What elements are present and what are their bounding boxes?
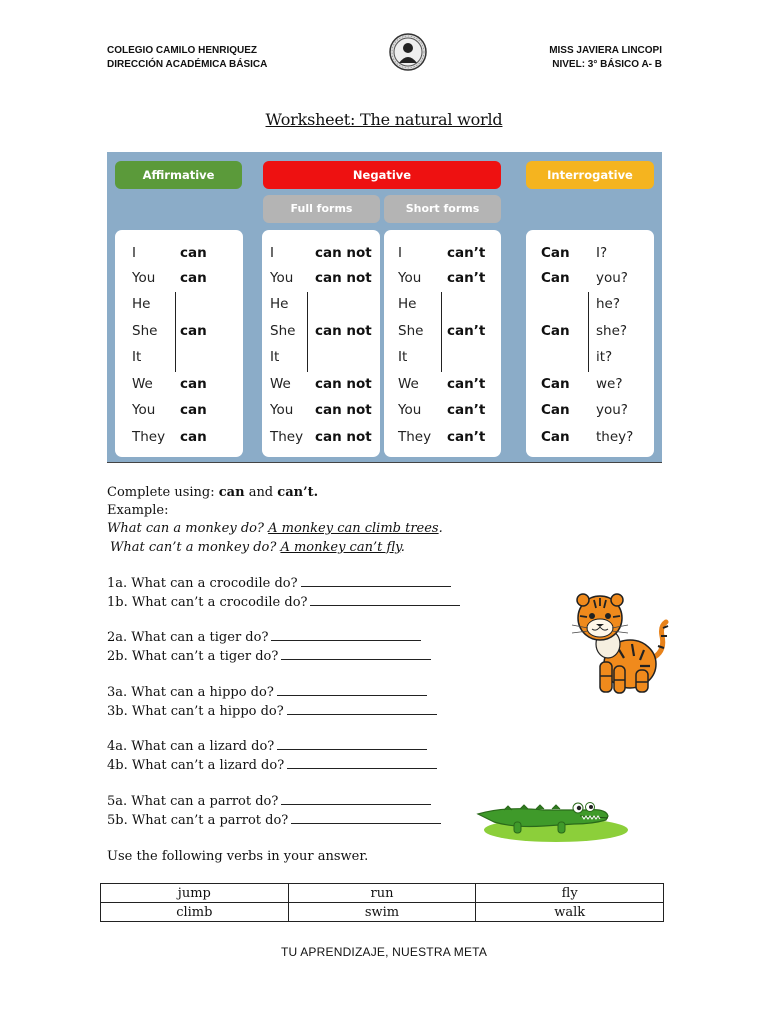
full-form-pronoun: He [270, 296, 289, 312]
answer-blank[interactable] [287, 757, 437, 769]
answer-blank[interactable] [291, 812, 441, 824]
question-text: 5b. What can’t a parrot do? [107, 813, 289, 828]
affirmative-pronoun: They [132, 429, 166, 445]
affirmative-pronoun: It [132, 349, 142, 365]
interrogative-verb: Can [541, 376, 570, 392]
interrogative-pronoun: he? [596, 296, 621, 312]
full-form-pronoun: They [270, 429, 304, 445]
full-form-pronoun: You [270, 270, 294, 286]
example-question-2: What can’t a monkey do? [110, 540, 277, 555]
question-line [107, 703, 437, 721]
answer-blank[interactable] [277, 738, 427, 750]
verbs-table [100, 883, 664, 922]
verb-cell: climb [101, 903, 289, 922]
example-answer-1: A monkey can climb trees [268, 521, 439, 536]
negative-header: Negative [263, 161, 501, 189]
interrogative-pronoun: you? [596, 402, 628, 418]
short-form-pronoun: They [398, 429, 432, 445]
interrogative-pronoun: we? [596, 376, 623, 392]
affirmative-column [115, 230, 243, 457]
affirmative-header: Affirmative [115, 161, 242, 189]
school-name: COLEGIO CAMILO HENRIQUEZ [107, 45, 257, 56]
short-form-verb: can’t [447, 270, 486, 286]
school-header [107, 44, 267, 72]
full-forms-column [262, 230, 380, 457]
question-text: 3a. What can a hippo do? [107, 685, 274, 700]
full-form-pronoun: I [270, 245, 274, 261]
short-form-pronoun: It [398, 349, 408, 365]
answer-blank[interactable] [277, 684, 427, 696]
keyword-cant: can’t. [277, 485, 319, 500]
affirmative-pronoun: We [132, 376, 153, 392]
school-crest-logo [389, 33, 427, 71]
question-text: 1a. What can a crocodile do? [107, 576, 298, 591]
grammar-table [107, 152, 662, 462]
question-text: 3b. What can’t a hippo do? [107, 704, 284, 719]
verb-cell: walk [476, 903, 664, 922]
answer-blank[interactable] [281, 648, 431, 660]
question-line [107, 629, 421, 647]
short-form-verb: can’t [447, 323, 486, 339]
verb-cell: jump [101, 884, 289, 903]
full-form-verb: can not [315, 245, 372, 261]
answer-blank[interactable] [301, 575, 451, 587]
question-text: 4a. What can a lizard do? [107, 739, 275, 754]
full-form-pronoun: We [270, 376, 291, 392]
affirmative-pronoun: You [132, 270, 156, 286]
full-form-verb: can not [315, 323, 372, 339]
affirmative-pronoun: She [132, 323, 158, 339]
question-text: 1b. What can’t a crocodile do? [107, 595, 308, 610]
short-form-pronoun: We [398, 376, 419, 392]
example-end-2: . [400, 540, 405, 555]
example-answer-2: A monkey can’t fly [280, 540, 401, 555]
example-end-1: . [438, 521, 443, 536]
affirmative-verb: can [180, 402, 207, 418]
short-form-pronoun: You [398, 402, 422, 418]
affirmative-verb: can [180, 270, 207, 286]
interrogative-verb: Can [541, 323, 570, 339]
question-text: 2b. What can’t a tiger do? [107, 649, 279, 664]
example-line-2 [110, 539, 405, 557]
short-forms-header: Short forms [384, 195, 501, 223]
full-form-pronoun: You [270, 402, 294, 418]
full-form-pronoun: It [270, 349, 280, 365]
affirmative-verb: can [180, 245, 207, 261]
answer-blank[interactable] [271, 629, 421, 641]
crocodile-illustration [474, 796, 632, 844]
footer-motto: TU APRENDIZAJE, NUESTRA META [280, 945, 488, 959]
affirmative-pronoun: I [132, 245, 136, 261]
table-row [101, 903, 664, 922]
verbs-instruction: Use the following verbs in your answer. [107, 849, 369, 864]
example-label: Example: [107, 503, 169, 518]
full-forms-header: Full forms [263, 195, 380, 223]
interrogative-pronoun: they? [596, 429, 634, 445]
full-form-verb: can not [315, 402, 372, 418]
short-form-pronoun: You [398, 270, 422, 286]
table-row [101, 884, 664, 903]
short-form-group-bracket [441, 292, 442, 372]
affirmative-verb: can [180, 429, 207, 445]
question-line [107, 757, 437, 775]
full-form-verb: can not [315, 376, 372, 392]
interrogative-group-bracket [588, 292, 589, 372]
short-form-verb: can’t [447, 376, 486, 392]
short-form-pronoun: She [398, 323, 424, 339]
short-form-pronoun: He [398, 296, 417, 312]
interrogative-column [526, 230, 654, 457]
verb-cell: fly [476, 884, 664, 903]
short-form-pronoun: I [398, 245, 402, 261]
tiger-illustration [570, 586, 674, 696]
verb-cell: swim [288, 903, 476, 922]
verb-cell: run [288, 884, 476, 903]
full-form-group-bracket [307, 292, 308, 372]
short-form-verb: can’t [447, 245, 486, 261]
question-line [107, 738, 427, 756]
full-form-verb: can not [315, 270, 372, 286]
short-forms-column [384, 230, 501, 457]
instruction-text: Complete using: [107, 485, 215, 500]
example-line-1 [107, 520, 443, 538]
question-line [107, 812, 441, 830]
keyword-can: can [218, 485, 245, 500]
interrogative-pronoun: she? [596, 323, 628, 339]
page-title: Worksheet: The natural world [265, 110, 503, 129]
department-name: DIRECCIÓN ACADÉMICA BÁSICA [107, 59, 268, 70]
answer-blank[interactable] [287, 703, 437, 715]
question-line [107, 594, 460, 612]
interrogative-pronoun: I? [596, 245, 608, 261]
instruction-line [107, 484, 318, 502]
class-level: NIVEL: 3° BÁSICO A- B [552, 59, 662, 70]
short-form-verb: can’t [447, 402, 486, 418]
interrogative-verb: Can [541, 429, 570, 445]
full-form-verb: can not [315, 429, 372, 445]
affirmative-verb: can [180, 323, 207, 339]
question-text: 5a. What can a parrot do? [107, 794, 279, 809]
question-line [107, 684, 427, 702]
answer-blank[interactable] [310, 594, 460, 606]
interrogative-verb: Can [541, 270, 570, 286]
interrogative-verb: Can [541, 245, 570, 261]
answer-blank[interactable] [281, 793, 431, 805]
affirmative-verb: can [180, 376, 207, 392]
question-text: 4b. What can’t a lizard do? [107, 758, 285, 773]
affirmative-group-bracket [175, 292, 176, 372]
teacher-name: MISS JAVIERA LINCOPI [549, 45, 662, 56]
short-form-verb: can’t [447, 429, 486, 445]
question-text: 2a. What can a tiger do? [107, 630, 269, 645]
teacher-header [530, 44, 662, 72]
affirmative-pronoun: You [132, 402, 156, 418]
question-line [107, 793, 431, 811]
interrogative-header: Interrogative [526, 161, 654, 189]
full-form-pronoun: She [270, 323, 296, 339]
question-line [107, 575, 451, 593]
instruction-and: and [248, 485, 274, 500]
question-line [107, 648, 431, 666]
interrogative-verb: Can [541, 402, 570, 418]
table-divider [107, 462, 662, 463]
interrogative-pronoun: you? [596, 270, 628, 286]
interrogative-pronoun: it? [596, 349, 613, 365]
example-question-1: What can a monkey do? [107, 521, 264, 536]
affirmative-pronoun: He [132, 296, 151, 312]
